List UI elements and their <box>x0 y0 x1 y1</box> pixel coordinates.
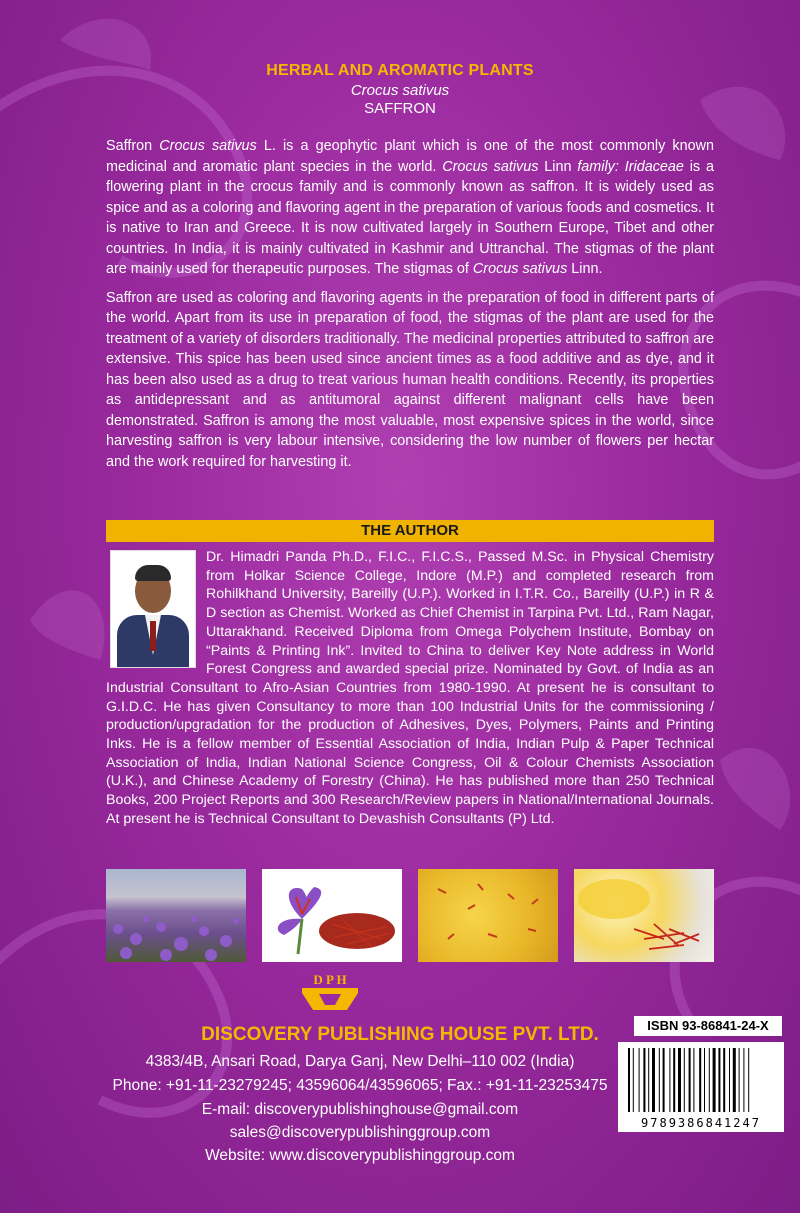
barcode-number: 9789386841247 <box>641 1116 761 1130</box>
description-paragraph-1: Saffron Crocus sativus L. is a geophytic plant which is one of the most commonly known medicinal and aromatic plant species in the world. Crocus sativus Linn family: Iridaceae is a flowering plant in the crocus family and is commonly known as saffron. It is widely used as spice and as a coloring and flavoring agent in the preparation of various foods and cosmetics. It is native to Iran and Greece. It is now cultivated largely in Southern Europe, Tibet and other countries. In India, it is mainly cultivated in Kashmir and Uttranchal. The stigmas of the plant are mainly used for therapeutic purposes. The stigmas of Crocus sativus Linn. <box>106 138 714 277</box>
title-block <box>0 62 800 117</box>
svg-text:D P H: D P H <box>313 972 347 987</box>
author-photo <box>110 550 196 668</box>
barcode-bar <box>713 1048 716 1112</box>
barcode-bar <box>709 1048 710 1112</box>
barcode-bar <box>663 1048 665 1112</box>
barcode-bar <box>659 1048 660 1112</box>
barcode-bar <box>733 1048 736 1112</box>
barcode-bar <box>669 1048 670 1112</box>
book-description <box>106 136 714 480</box>
barcode-bar <box>723 1048 725 1112</box>
saffron-flower-photo <box>262 869 402 962</box>
barcode-bar <box>678 1048 681 1112</box>
barcode-bar <box>689 1048 691 1112</box>
author-heading: THE AUTHOR <box>106 520 714 542</box>
barcode-bar <box>652 1048 655 1112</box>
publisher-website: Website: www.discoverypublishinggroup.com <box>205 1147 515 1164</box>
barcode-bar <box>684 1048 685 1112</box>
barcode-bar <box>673 1048 675 1112</box>
barcode-bar <box>648 1048 649 1112</box>
barcode-bar <box>718 1048 720 1112</box>
publisher-phone: Phone: +91-11-23279245; 43596064/43596065; Fax.: +91-11-23253475 <box>112 1077 608 1094</box>
saffron-rice-photo <box>418 869 558 962</box>
saffron-photo-strip <box>106 869 714 962</box>
saffron-tea-photo <box>574 869 714 962</box>
barcode-bar <box>633 1048 634 1112</box>
barcode-bar <box>729 1048 730 1112</box>
author-bio: Dr. Himadri Panda Ph.D., F.I.C., F.I.C.S., Passed M.Sc. in Physical Chemistry from Holkar Science College, Indore (M.P.) and completed research from Rohilkhand University, Bareilly (U.P.). Worked in I.T.R. Co., Bareilly (U.P.) in R & D section as Chemist. Worked as Chief Chemist in Tarpina Pvt. Ltd., Ram Nagar, Uttarakhand. Received Diploma from Omega Polychem Institute, Bombay on “Paints & Printing Ink”. Invited to China to deliver Key Note address in World Forest Congress and awarded special prize. Nominated by Govt. of India as an Industrial Consultant to Afro-Asian Countries from 1980-1990. At present he is consultant to G.I.D.C. He has given Consultancy to more than 100 Industrial Units for the commissioning / production/upgradation for the production of Adhesives, Dyes, Polymers, Paints and Printing Inks. He is a fellow member of Essential Association of India, Indian Pulp & Paper Technical Association of India, Indian National Science Congress, Oil & Colour Chemists Association (U.K.), and Chinese Academy of Forestry (China). He has published more than 250 Technical Books, 200 Project Reports and 300 Research/Review papers in National/International Journals. At present he is Technical Consultant to Devashish Consultants (P) Ltd. <box>106 549 714 827</box>
barcode-bar <box>693 1048 694 1112</box>
barcode-bar <box>748 1048 749 1112</box>
isbn-barcode <box>618 1042 784 1132</box>
dph-logo <box>299 972 361 1012</box>
barcode-bar <box>739 1048 740 1112</box>
publisher-email: E-mail: discoverypublishinghouse@gmail.com <box>201 1101 519 1118</box>
description-paragraph-2: Saffron are used as coloring and flavoring agents in the preparation of food in different parts of the world. Apart from its use in preparation of food, the stigmas of the plant are used for the treatment of a variety of disorders traditionally. The medicinal properties attributed to saffron are extensive. This spice has been used since ancient times as a food additive and as dye, and it has been also used as a drug to treat various human health conditions. Recently, its properties as antidepressant and as antitumoral against different malignant cells have been demonstrated. Saffron is among the most valuable, most expensive spices in the world, since harvesting saffron is very labour intensive, considering the low number of flowers per hectar and the work required for harvesting it. <box>106 289 714 470</box>
saffron-field-photo <box>106 869 246 962</box>
barcode-bar <box>628 1048 630 1112</box>
author-section <box>106 548 714 829</box>
species-name: Crocus sativus <box>350 82 450 99</box>
barcode-bar <box>643 1048 645 1112</box>
common-name: SAFFRON <box>364 100 436 117</box>
barcode-bar <box>743 1048 744 1112</box>
publisher-name: DISCOVERY PUBLISHING HOUSE PVT. LTD. <box>201 1024 599 1045</box>
publisher-address: 4383/4B, Ansari Road, Darya Ganj, New Delhi–110 002 (India) <box>145 1053 575 1070</box>
barcode-bars <box>618 1042 784 1116</box>
barcode-bar <box>639 1048 640 1112</box>
barcode-bar <box>699 1048 701 1112</box>
publisher-sales-email: sales@discoverypublishinggroup.com <box>229 1124 491 1141</box>
isbn-label: ISBN 93-86841-24-X <box>634 1016 782 1036</box>
barcode-bar <box>704 1048 705 1112</box>
series-title: HERBAL AND AROMATIC PLANTS <box>266 62 534 79</box>
